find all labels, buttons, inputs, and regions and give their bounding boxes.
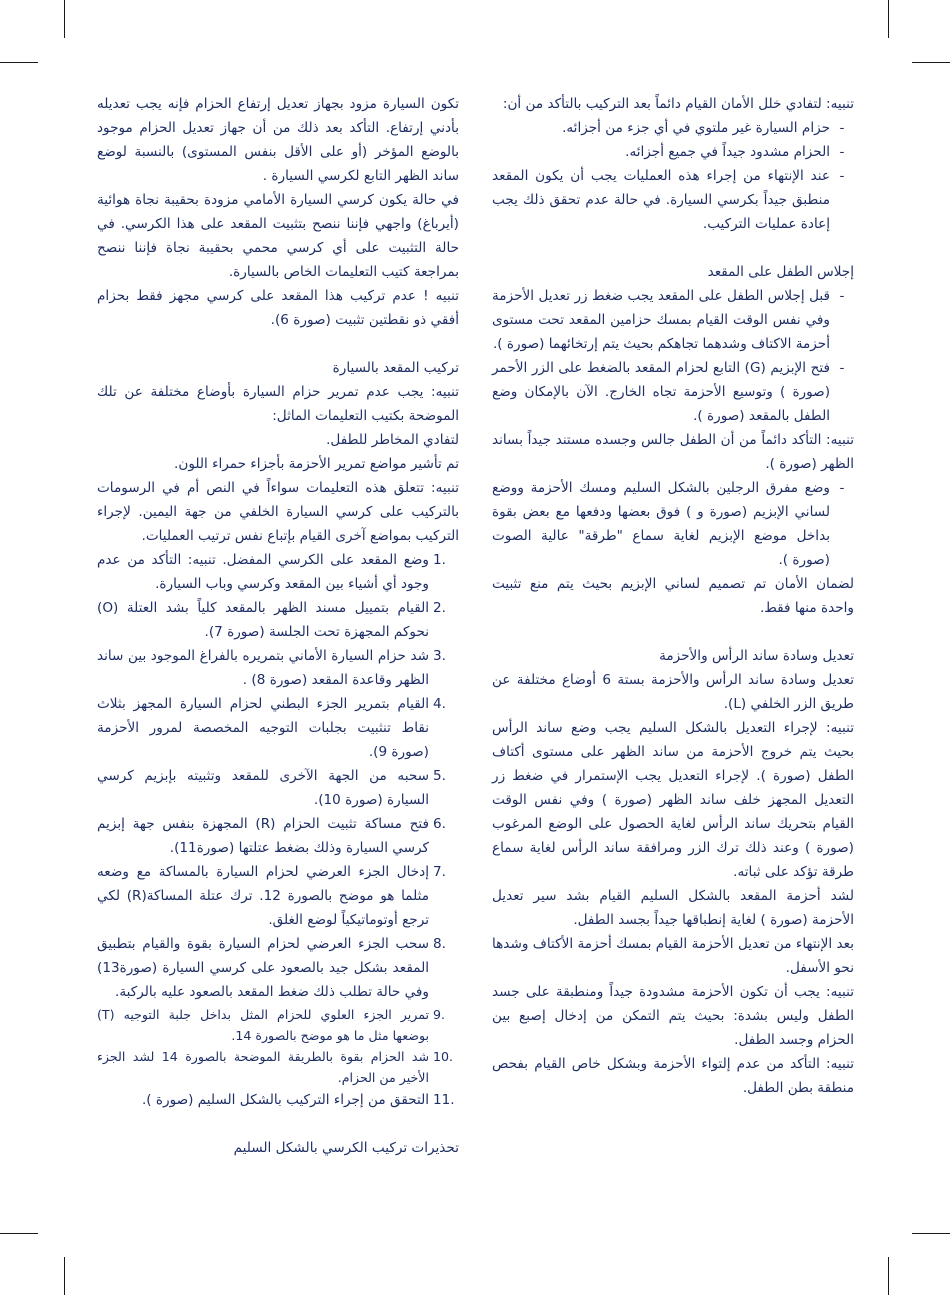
install-steps	[97, 548, 459, 1112]
headrest-paragraph: لشد أحزمة المقعد بالشكل السليم القيام بشد سير تعديل الأحزمة (صورة ) لغاية إنطباقها جيداً بجسد الطفل.	[492, 888, 854, 928]
check-item: - حزام السيارة غير ملتوي في أي جزء من أجزائه.	[492, 116, 830, 140]
step-number: 5.	[433, 768, 446, 784]
seating-section-title: إجلاس الطفل على المقعد	[707, 264, 854, 280]
crop-mark	[912, 62, 950, 63]
step-number: 9.	[433, 1007, 446, 1022]
seating-steps-2	[492, 476, 854, 572]
step-text: سحب الجزء العرضي لحزام السيارة بقوة والقيام بتطبيق المقعد بشكل جيد بالصعود على كرسي السيارة (صورة13) وفي حالة تطلب ذلك ضغط المقعد بالصعود عليه بالركبة.	[97, 936, 429, 1000]
install-step	[97, 692, 446, 764]
step-number: 7.	[433, 864, 446, 880]
crop-mark	[64, 1257, 65, 1295]
safety-check-list	[492, 116, 854, 236]
seating-step: - قبل إجلاس الطفل على المقعد يجب ضغط زر تعديل الأحزمة وفي نفس الوقت القيام بمسك حزامين المقعد تحت مستوى أحزمة الاكتاف وشدهما تجاهكم بحيث يتم إرتخائهما (صورة ).	[492, 284, 830, 356]
step-number: 10.	[433, 1049, 454, 1064]
step-number: 8.	[433, 936, 446, 952]
step-text: شد الحزام بقوة بالطريقة الموضحة بالصورة 14 لشد الجزء الأخير من الحزام.	[97, 1049, 429, 1085]
left-column	[97, 92, 459, 1160]
headrest-paragraph: تنبيه: يجب أن تكون الأحزمة مشدودة جيداً ومنطبقة على جسد الطفل وليس بشدة: بحيث يتم التمكن من إدخال إصبع بين الحزام وجسد الطفل.	[492, 984, 854, 1048]
step-text: إدخال الجزء العرضي لحزام السيارة بالمساكة مع وضعه مثلما هو موضح بالصورة 12. ترك عتلة المساكة(R) لكي ترجع أوتوماتيكياً لوضع الغلق.	[97, 864, 430, 928]
step-text: القيام بتمرير الجزء البطني لحزام السيارة المجهز بثلاث نقاط تنثبيت بجلبات التوجيه المخصصة لمرور الأحزمة (صورة 9).	[97, 696, 429, 760]
crop-mark	[0, 62, 38, 63]
install-paragraph: تنبيه: يجب عدم تمرير حزام السيارة بأوضاع مختلفة عن تلك الموضحة بكتيب التعليمات الماثل:	[97, 384, 459, 424]
install-step	[97, 548, 446, 596]
step-text: فتح مساكة تثبيت الحزام (R) المجهزة بنفس جهة إبزيم كرسي السيارة وذلك بضغط عتلتها (صورة11).	[97, 816, 429, 856]
buckle-safety-paragraph: لضمان الأمان تم تصميم لساني الإبزيم بحيث يتم منع تثبيت واحدة منها فقط.	[492, 576, 854, 616]
install-step	[97, 1046, 454, 1088]
step-text: شد حزام السيارة الأماني بتمريره بالفراغ الموجود بين ساند الظهر وقاعدة المقعد (صورة 8) .	[97, 648, 429, 688]
step-text: التحقق من إجراء التركيب بالشكل السليم (صورة ).	[141, 1092, 429, 1108]
step-text: تمرير الجزء العلوي للحزام المثل بداخل جلبة التوجيه (T) بوضعها مثل ما هو موضح بالصورة 14.	[97, 1007, 429, 1043]
step-text: القيام بتمييل مسند الظهر بالمقعد كلياً بشد العتلة (O) نحوكم المجهزة تحت الجلسة (صورة 7).	[97, 600, 429, 640]
install-paragraph: تم تأشير مواضع تمرير الأحزمة بأجزاء حمراء اللون.	[174, 456, 459, 472]
install-step	[97, 764, 446, 812]
install-section-title: تركيب المقعد بالسيارة	[332, 360, 459, 376]
install-paragraph: لتفادي المخاطر للطفل.	[326, 432, 459, 448]
seating-step: - وضع مفرق الرجلين بالشكل السليم ومسك الأحزمة ووضع لساني الإبزيم (صورة و ) فوق بعضها ودفعها مع بعض بقوة بداخل موضع الإبزيم لغاية سماع "طرقة" عالية الصوت (صورة ).	[492, 476, 830, 572]
headrest-paragraph: تعديل وسادة ساند الرأس والأحزمة بستة 6 أوضاع مختلفة عن طريق الزر الخلفي (L).	[492, 672, 854, 712]
install-step	[97, 644, 446, 692]
right-column	[492, 92, 854, 1100]
belt-height-paragraph: تكون السيارة مزود بجهاز تعديل إرتفاع الحزام فإنه يجب تعديله بأدني إرتفاع. التأكد بعد ذلك من أن جهاز تعديل الحزام موجود بالوضع المؤخر (أو على الأقل بنفس المستوى) بالنسبة لوضع ساند الظهر التابع لكرسي السيارة .	[97, 96, 459, 184]
step-number: 11.	[433, 1092, 455, 1108]
step-text: سحبه من الجهة الآخرى للمقعد وتثبيته بإبزيم كرسي السيارة (صورة 10).	[97, 768, 429, 808]
warnings-section-title: تحذيرات تركيب الكرسي بالشكل السليم	[233, 1140, 459, 1156]
seating-step: - فتح الإبزيم (G) التابع لحزام المقعد بالضغط على الزر الأحمر (صورة ) وتوسيع الأحزمة تجاه الخارج. الآن بالإمكان وضع الطفل بالمقعد (صورة ).	[492, 356, 830, 428]
crop-mark	[0, 1233, 38, 1234]
headrest-paragraph: تنبيه: لإجراء التعديل بالشكل السليم يجب وضع ساند الرأس بحيث يتم خروج الأحزمة من ساند الظهر على مستوى أكتاف الطفل (صورة ). لإجراء التعديل يجب الإستمرار في ضغط زر التعديل المجهز خلف ساند الظهر (صورة ) وفي نفس الوقت القيام بتحريك ساند الرأس لغاية الحصول على الوضع المرغوب (صورة ) وعند ذلك ترك الزر ومرافقة ساند الرأس لغاية سماع طرقة تؤكد على ثباته.	[492, 720, 854, 880]
install-step	[97, 860, 446, 932]
two-point-warning: تنبيه ! عدم تركيب هذا المقعد على كرسي مجهز فقط بحزام أفقي ذو نقطتين تثبيت (صورة 6).	[97, 288, 459, 328]
crop-mark	[912, 1233, 950, 1234]
install-step	[97, 812, 446, 860]
crop-mark	[64, 0, 65, 38]
step-number: 3.	[433, 648, 446, 664]
install-step	[97, 596, 446, 644]
step-number: 4.	[433, 696, 446, 712]
check-item: - الحزام مشدود جيداً في جميع أجزائه.	[492, 140, 830, 164]
install-step	[97, 1004, 446, 1046]
step-number: 1.	[433, 552, 446, 568]
step-number: 6.	[433, 816, 446, 832]
seating-note: تنبيه: التأكد دائماً من أن الطفل جالس وجسده مستند جيداً بساند الظهر (صورة ).	[492, 432, 854, 472]
crop-mark	[888, 1257, 889, 1295]
headrest-paragraph: تنبيه: التأكد من عدم إلتواء الأحزمة وبشكل خاص القيام بفحص منطقة بطن الطفل.	[492, 1056, 854, 1096]
step-text: وضع المقعد على الكرسي المفضل. تنبيه: التأكد من عدم وجود أي أشياء بين المقعد وكرسي وباب السيارة.	[97, 552, 429, 592]
check-item: - عند الإنتهاء من إجراء هذه العمليات يجب أن يكون المقعد منطبق جيداً بكرسي السيارة. في حالة عدم تحقق ذلك يجب إعادة عمليات التركيب.	[492, 164, 830, 236]
crop-mark	[888, 0, 889, 38]
seating-steps	[492, 284, 854, 428]
headrest-paragraph: بعد الإنتهاء من تعديل الأحزمة القيام بمسك أحزمة الأكتاف وشدها نحو الأسفل.	[492, 936, 854, 976]
airbag-paragraph: في حالة يكون كرسي السيارة الأمامي مزودة بحقيبة نجاة هوائية (أيرباغ) واجهي فإننا ننصح بتثبيت المقعد على هذا الكرسي. في حالة التثبيت على أي كرسي محمي بحقيبة نجاة فإننا ننصح بمراجعة كتيب التعليمات الخاص بالسيارة.	[97, 192, 459, 280]
headrest-section-title: تعديل وسادة ساند الرأس والأحزمة	[659, 648, 854, 664]
step-number: 2.	[433, 600, 446, 616]
safety-check-intro: تنبيه: لتفادي خلل الأمان القيام دائماً بعد التركيب بالتأكد من أن:	[502, 96, 854, 112]
install-step	[97, 1088, 455, 1112]
install-paragraph: تنبيه: تتعلق هذه التعليمات سواءاً في النص أم في الرسومات بالتركيب على كرسي السيارة الخلفي من جهة اليمين. لإجراء التركيب بمواضع آخرى القيام بإتباع نفس ترتيب العمليات.	[97, 480, 459, 544]
install-step	[97, 932, 446, 1004]
